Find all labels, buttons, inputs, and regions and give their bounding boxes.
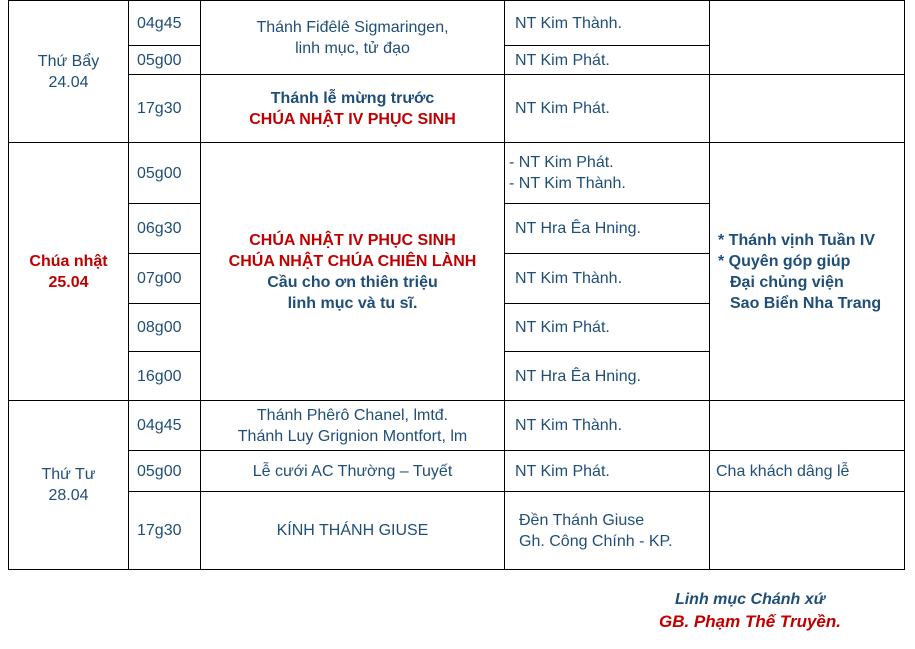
note-line: Sao Biển Nha Trang	[730, 294, 882, 312]
note-line: Đại chủng viện	[730, 273, 844, 291]
table-row	[9, 401, 905, 451]
priest-cell: NT Kim Phát.	[505, 304, 710, 352]
event-line: CHÚA NHẬT IV PHỤC SINH	[249, 231, 456, 249]
priest-cell: NT Kim Thành.	[505, 254, 710, 304]
mass-schedule-table	[8, 0, 905, 570]
signature-name: GB. Phạm Thế Truyền.	[658, 612, 841, 631]
day-date: 25.04	[48, 273, 89, 291]
note-line: * Quyên góp giúp	[718, 252, 851, 270]
note-line: * Thánh vịnh Tuần IV	[718, 231, 876, 249]
time-cell: 05g00	[129, 46, 201, 75]
event-line: Thánh lễ mừng trước	[270, 89, 435, 107]
note-cell	[710, 75, 905, 143]
priest-cell: NT Kim Thành.	[505, 401, 710, 451]
day-label: Thứ Bẩy	[37, 52, 100, 70]
event-line: Cầu cho ơn thiên triệu	[267, 273, 438, 291]
note-cell: Cha khách dâng lễ	[710, 451, 905, 492]
time-cell: 04g45	[129, 401, 201, 451]
priest-line: - NT Kim Thành.	[509, 175, 626, 192]
event-line: CHÚA NHẬT IV PHỤC SINH	[249, 110, 456, 128]
time-cell: 07g00	[129, 254, 201, 304]
note-cell	[710, 1, 905, 75]
day-cell-wednesday	[9, 401, 129, 570]
time-cell: 06g30	[129, 204, 201, 254]
priest-cell	[505, 492, 710, 570]
event-cell	[201, 143, 505, 401]
note-cell	[710, 492, 905, 570]
day-cell-saturday	[9, 1, 129, 143]
signature-title: Linh mục Chánh xứ	[674, 591, 826, 608]
time-cell: 04g45	[129, 1, 201, 46]
table-row	[9, 1, 905, 46]
event-line: linh mục, tử đạo	[295, 39, 410, 57]
table-row	[9, 143, 905, 204]
time-cell: 17g30	[129, 492, 201, 570]
time-cell: 05g00	[129, 143, 201, 204]
note-cell	[710, 143, 905, 401]
time-cell: 05g00	[129, 451, 201, 492]
event-cell: KÍNH THÁNH GIUSE	[201, 492, 505, 570]
event-cell	[201, 1, 505, 75]
priest-cell: NT Hra Êa Hning.	[505, 352, 710, 401]
note-cell	[710, 401, 905, 451]
time-cell: 16g00	[129, 352, 201, 401]
day-label: Thứ Tư	[41, 466, 96, 483]
day-label: Chúa nhật	[29, 252, 108, 270]
event-line: Thánh Luy Grignion Montfort, lm	[237, 427, 468, 445]
time-cell: 17g30	[129, 75, 201, 143]
priest-line: Gh. Công Chính - KP.	[519, 532, 673, 550]
priest-cell: NT Hra Êa Hning.	[505, 204, 710, 254]
event-line: Thánh Phêrô Chanel, lmtđ.	[256, 406, 449, 424]
priest-cell: NT Kim Phát.	[505, 75, 710, 143]
event-line: linh mục và tu sĩ.	[287, 294, 418, 312]
table-row	[9, 75, 905, 143]
event-cell	[201, 75, 505, 143]
table-row	[9, 492, 905, 570]
day-cell-sunday	[9, 143, 129, 401]
time-cell: 08g00	[129, 304, 201, 352]
priest-cell	[505, 143, 710, 204]
priest-cell: NT Kim Phát.	[505, 46, 710, 75]
priest-cell: NT Kim Thành.	[505, 1, 710, 46]
table-row	[9, 451, 905, 492]
event-line: Thánh Fiđêlê Sigmaringen,	[256, 18, 449, 36]
priest-line: - NT Kim Phát.	[509, 154, 614, 171]
event-cell	[201, 401, 505, 451]
event-cell: Lễ cưới AC Thường – Tuyết	[201, 451, 505, 492]
day-date: 24.04	[48, 73, 89, 91]
priest-line: Đền Thánh Giuse	[519, 511, 645, 529]
event-line: CHÚA NHẬT CHÚA CHIÊN LÀNH	[228, 252, 477, 270]
day-date: 28.04	[48, 487, 89, 504]
priest-cell: NT Kim Phát.	[505, 451, 710, 492]
